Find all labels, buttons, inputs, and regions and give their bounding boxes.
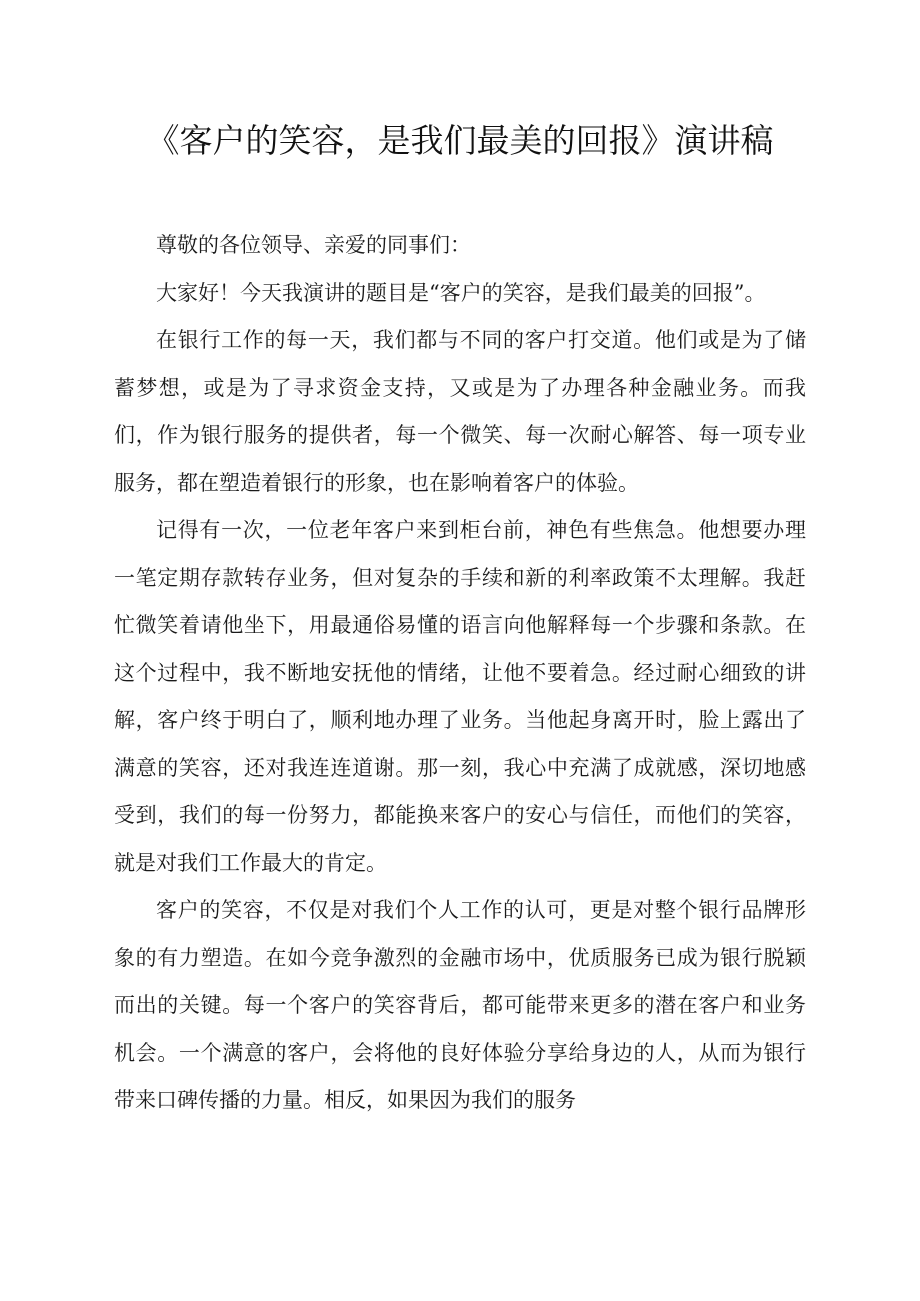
document-body [114,222,806,1125]
document-title: 《客户的笑容，是我们最美的回报》演讲稿 [146,121,774,160]
story-paragraph: 记得有一次，一位老年客户来到柜台前，神色有些焦急。他想要办理一笔定期存款转存业务，但对复杂的手续和新的利率政策不太理解。我赶忙微笑着请他坐下，用最通俗易懂的语言向他解释每一个步骤和条款。在这个过程中，我不断地安抚他的情绪，让他不要着急。经过耐心细致的讲解，客户终于明白了，顺利地办理了业务。当他起身离开时，脸上露出了满意的笑容，还对我连连道谢。那一刻，我心中充满了成就感，深切地感受到，我们的每一份努力，都能换来客户的安心与信任，而他们的笑容，就是对我们工作最大的肯定。 [114,518,806,875]
body-paragraph: 在银行工作的每一天，我们都与不同的客户打交道。他们或是为了储蓄梦想，或是为了寻求资金支持，又或是为了办理各种金融业务。而我们，作为银行服务的提供者，每一个微笑、每一次耐心解答、每一项专业服务，都在塑造着银行的形象，也在影响着客户的体验。 [114,328,806,495]
greeting-paragraph: 大家好！今天我演讲的题目是“客户的笑容，是我们最美的回报”。 [156,280,766,305]
body-paragraph: 客户的笑容，不仅是对我们个人工作的认可，更是对整个银行品牌形象的有力塑造。在如今竞争激烈的金融市场中，优质服务已成为银行脱颖而出的关键。每一个客户的笑容背后，都可能带来更多的潜在客户和业务机会。一个满意的客户，会将他的良好体验分享给身边的人，从而为银行带来口碑传播的力量。相反，如果因为我们的服务 [114,898,806,1112]
salutation-paragraph: 尊敬的各位领导、亲爱的同事们： [156,233,471,257]
